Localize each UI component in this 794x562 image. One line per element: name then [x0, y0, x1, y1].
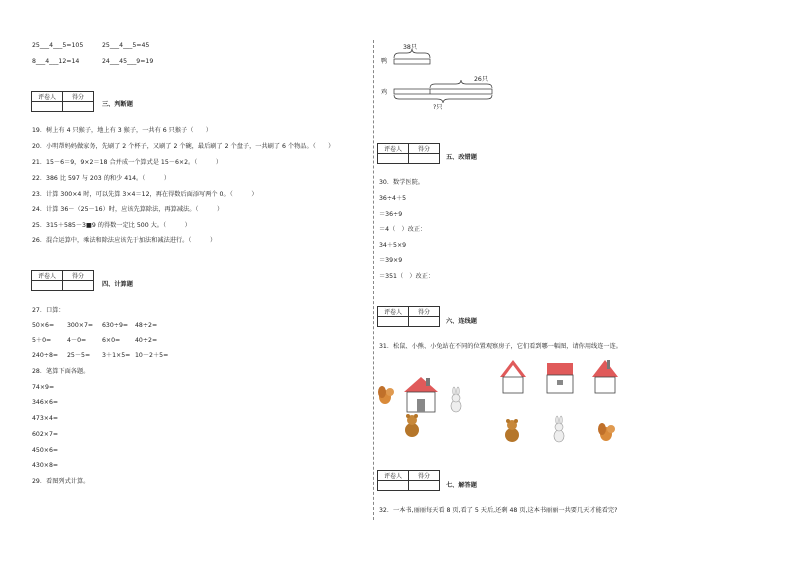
- fix-line: ＝36÷9: [379, 211, 403, 218]
- oral-calc: 25－5=: [67, 352, 91, 359]
- written-calc: 430×8=: [32, 462, 59, 469]
- oral-calc: 48÷2=: [135, 322, 158, 329]
- q20: 20．小明帮妈妈做家务，先刷了 2 个杯子，又刷了 2 个碗，最后刷了 2 个盘子，一共刷了 6 个物品。（ ）: [32, 143, 335, 150]
- fix-line: 36÷4＋5: [379, 195, 407, 202]
- top-count-label: 38只: [403, 44, 418, 51]
- q26: 26．混合运算中，乘法和除法应该先于加法和减法进行。（ ）: [32, 237, 217, 244]
- oral-calc: 3＋1×5=: [102, 352, 131, 359]
- q32: 32．一本书,丽丽每天看 8 页,看了 5 天后,还剩 48 页,这本书丽丽一共要几天才能看完?: [379, 507, 618, 514]
- section5-title: 五、改错题: [446, 154, 477, 161]
- squirrel-icon: [598, 423, 615, 441]
- house-side-view-icon: [500, 360, 526, 393]
- total-unknown-label: ?只: [433, 104, 443, 111]
- section3-title: 三、判断题: [102, 101, 133, 108]
- score-cell: [378, 154, 409, 164]
- score-header-grader: 评卷人: [378, 307, 409, 317]
- score-cell: [378, 481, 409, 491]
- score-cell: [409, 154, 440, 164]
- oral-calc: 50×6=: [32, 322, 55, 329]
- score-header-grader: 评卷人: [378, 471, 409, 481]
- written-calc: 346×6=: [32, 399, 59, 406]
- q21: 21．15－6＝9，9×2＝18 合并成一个算式是 15－6×2。（ ）: [32, 159, 223, 166]
- q23: 23．计算 300×4 时，可以先算 3×4＝12，再在得数后面添写两个 0。（ ）: [32, 191, 258, 198]
- score-cell: [409, 481, 440, 491]
- q19: 19．树上有 4 只猴子，地上有 3 猴子，一共有 6 只猴子（ ）: [32, 127, 212, 134]
- q24: 24．计算 36－（25－16）时，应该先算除法，再算减法。（ ）: [32, 206, 224, 213]
- score-header-grader: 评卷人: [32, 92, 63, 102]
- section4-title: 四、计算题: [102, 281, 133, 288]
- q27: 27．口算：: [32, 307, 65, 314]
- section7-title: 七、解答题: [446, 482, 477, 489]
- oral-calc: 300×7=: [67, 322, 94, 329]
- bear-icon: [505, 419, 519, 442]
- oral-calc: 5＋0=: [32, 337, 52, 344]
- fix-line: ＝351（ ）改正：: [379, 273, 435, 280]
- right-count-label: 26只: [474, 76, 489, 83]
- fill-line-1: 25___4___5=105: [32, 42, 84, 49]
- fill-line-4: 24___45___9=19: [102, 58, 154, 65]
- animal-row: [496, 414, 636, 446]
- score-header-score: 得分: [63, 92, 94, 102]
- written-calc: 450×6=: [32, 447, 59, 454]
- fill-line-3: 8___4___12=14: [32, 58, 80, 65]
- score-header-score: 得分: [409, 471, 440, 481]
- score-table-5: [377, 143, 440, 164]
- oral-calc: 40÷2=: [135, 337, 158, 344]
- house-icon: [404, 377, 438, 412]
- chicken-label: 鸡: [381, 89, 388, 96]
- observation-scene: [376, 372, 471, 440]
- section6-title: 六、连线题: [446, 318, 477, 325]
- score-header-grader: 评卷人: [378, 144, 409, 154]
- oral-calc: 6×0=: [102, 337, 121, 344]
- house-front-view-icon: [547, 363, 573, 393]
- score-header-score: 得分: [409, 144, 440, 154]
- fill-line-2: 25___4___5=45: [102, 42, 150, 49]
- q25: 25．315＋585－3■9 的得数一定比 500 大。（ ）: [32, 222, 191, 229]
- q31: 31．松鼠、小熊、小兔站在不同的位置观察房子，它们看到哪一幅图，请你用线连一连。: [379, 343, 622, 350]
- oral-calc: 630÷9=: [102, 322, 129, 329]
- duck-label: 鸭: [381, 58, 388, 65]
- score-table-6: [377, 306, 440, 327]
- written-calc: 602×7=: [32, 431, 59, 438]
- q28: 28．笔算下面各题。: [32, 368, 90, 375]
- oral-calc: 240÷8=: [32, 352, 59, 359]
- q29: 29．看图列式计算。: [32, 478, 90, 485]
- score-header-grader: 评卷人: [32, 271, 63, 281]
- oral-calc: 10－2＋5=: [135, 352, 169, 359]
- score-header-score: 得分: [409, 307, 440, 317]
- written-calc: 74×9=: [32, 384, 55, 391]
- squirrel-icon: [378, 386, 394, 404]
- fix-line: 34＋5×9: [379, 242, 407, 249]
- oral-calc: 4－0=: [67, 337, 87, 344]
- bear-icon: [405, 414, 419, 437]
- score-header-score: 得分: [63, 271, 94, 281]
- written-calc: 473×4=: [32, 415, 59, 422]
- q22: 22．386 比 597 与 203 的和少 414。（ ）: [32, 175, 171, 182]
- score-table-7: [377, 470, 440, 491]
- house-views: [496, 357, 636, 395]
- fix-line: ＝39×9: [379, 257, 403, 264]
- score-cell: [409, 317, 440, 327]
- q30: 30．数学医院。: [379, 179, 424, 186]
- rabbit-icon: [451, 387, 461, 412]
- house-chimney-view-icon: [592, 360, 618, 393]
- score-cell: [378, 317, 409, 327]
- fix-line: ＝4（ ）改正：: [379, 226, 427, 233]
- rabbit-icon: [554, 416, 564, 442]
